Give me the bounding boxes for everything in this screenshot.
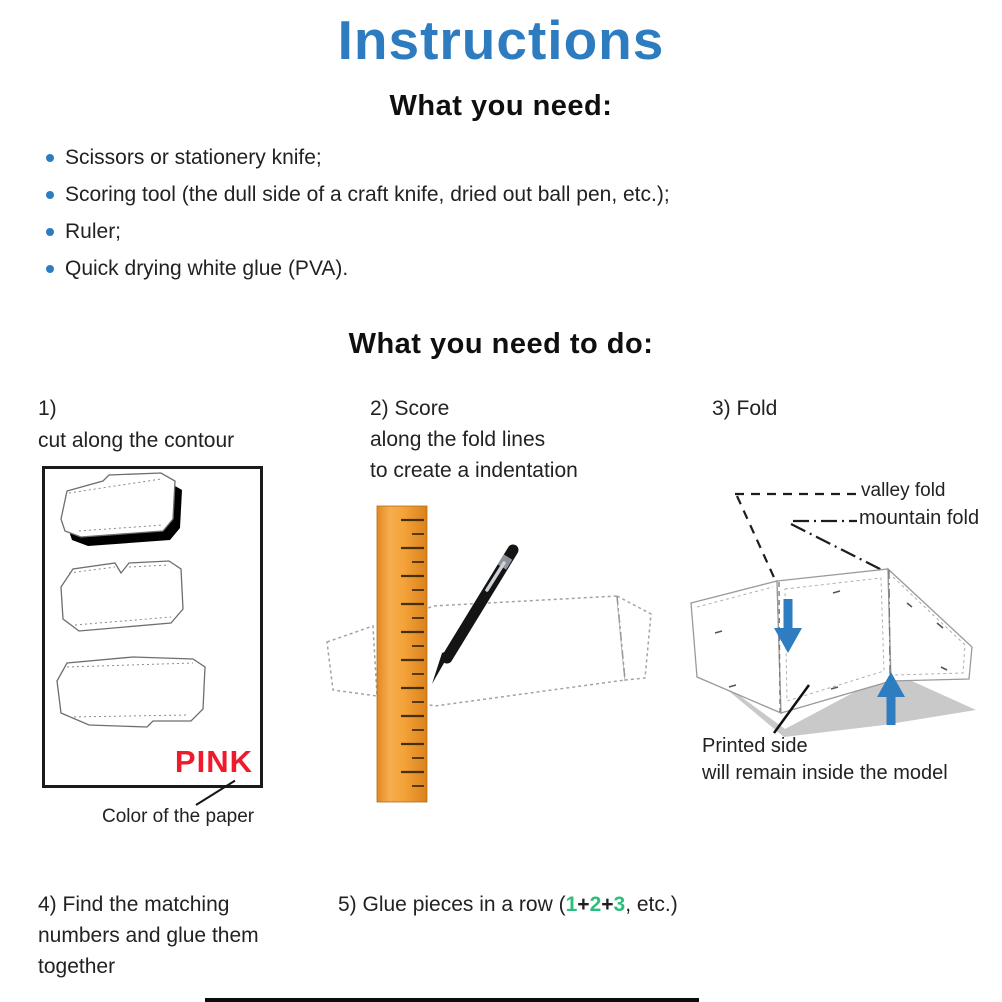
step5-number-2: 2 <box>589 893 602 916</box>
material-text: Scissors or stationery knife; <box>65 146 322 169</box>
bottom-bar <box>205 998 699 1002</box>
what-you-need-heading: What you need: <box>389 90 613 122</box>
legend-mountain-fold: mountain fold <box>859 507 980 529</box>
material-text: Scoring tool (the dull side of a craft knife, dried out ball pen, etc.); <box>65 183 670 206</box>
step5-number-3: 3 <box>613 893 626 916</box>
step5-prefix: 5) Glue pieces in a row ( <box>338 893 566 916</box>
paper-color-caption: Color of the paper <box>102 806 255 827</box>
step5-number-1: 1 <box>565 893 578 916</box>
materials-list <box>46 146 670 294</box>
step1-description: cut along the contour <box>38 429 235 452</box>
step5-suffix: , etc.) <box>625 893 678 916</box>
step5-plus: + <box>601 893 614 916</box>
step5-plus: + <box>577 893 590 916</box>
paper-outline <box>327 596 651 706</box>
step5-text <box>338 893 678 917</box>
step2-label: 2) Score <box>370 397 450 420</box>
step4-line1: 4) Find the matching <box>38 893 230 916</box>
paper-piece <box>61 473 175 537</box>
step4-line2: numbers and glue them <box>38 924 259 947</box>
material-item <box>46 146 670 170</box>
what-to-do-heading: What you need to do: <box>348 328 654 360</box>
bullet-icon <box>46 265 54 273</box>
step2-line1: along the fold lines <box>370 428 546 451</box>
printed-side-note-line1: Printed side <box>702 735 808 757</box>
bullet-icon <box>46 228 54 236</box>
legend-valley-fold: valley fold <box>861 480 946 501</box>
material-item <box>46 183 670 207</box>
printed-side-note-line2: will remain inside the model <box>702 762 948 784</box>
step1-label: 1) <box>38 397 57 420</box>
scoring-illustration <box>315 500 665 810</box>
bullet-icon <box>46 154 54 162</box>
step2-line2: to create a indentation <box>370 459 578 482</box>
material-item <box>46 257 670 281</box>
paper-pieces-illustration <box>45 469 260 785</box>
step4-line3: together <box>38 955 116 978</box>
cut-pieces-panel <box>42 466 263 788</box>
material-text: Quick drying white glue (PVA). <box>65 257 349 280</box>
ruler <box>377 506 427 802</box>
bullet-icon <box>46 191 54 199</box>
material-item <box>46 220 670 244</box>
step3-label: 3) Fold <box>712 397 778 420</box>
paper-color-value: PINK <box>174 744 253 779</box>
page-title: Instructions <box>337 9 665 71</box>
material-text: Ruler; <box>65 220 122 243</box>
